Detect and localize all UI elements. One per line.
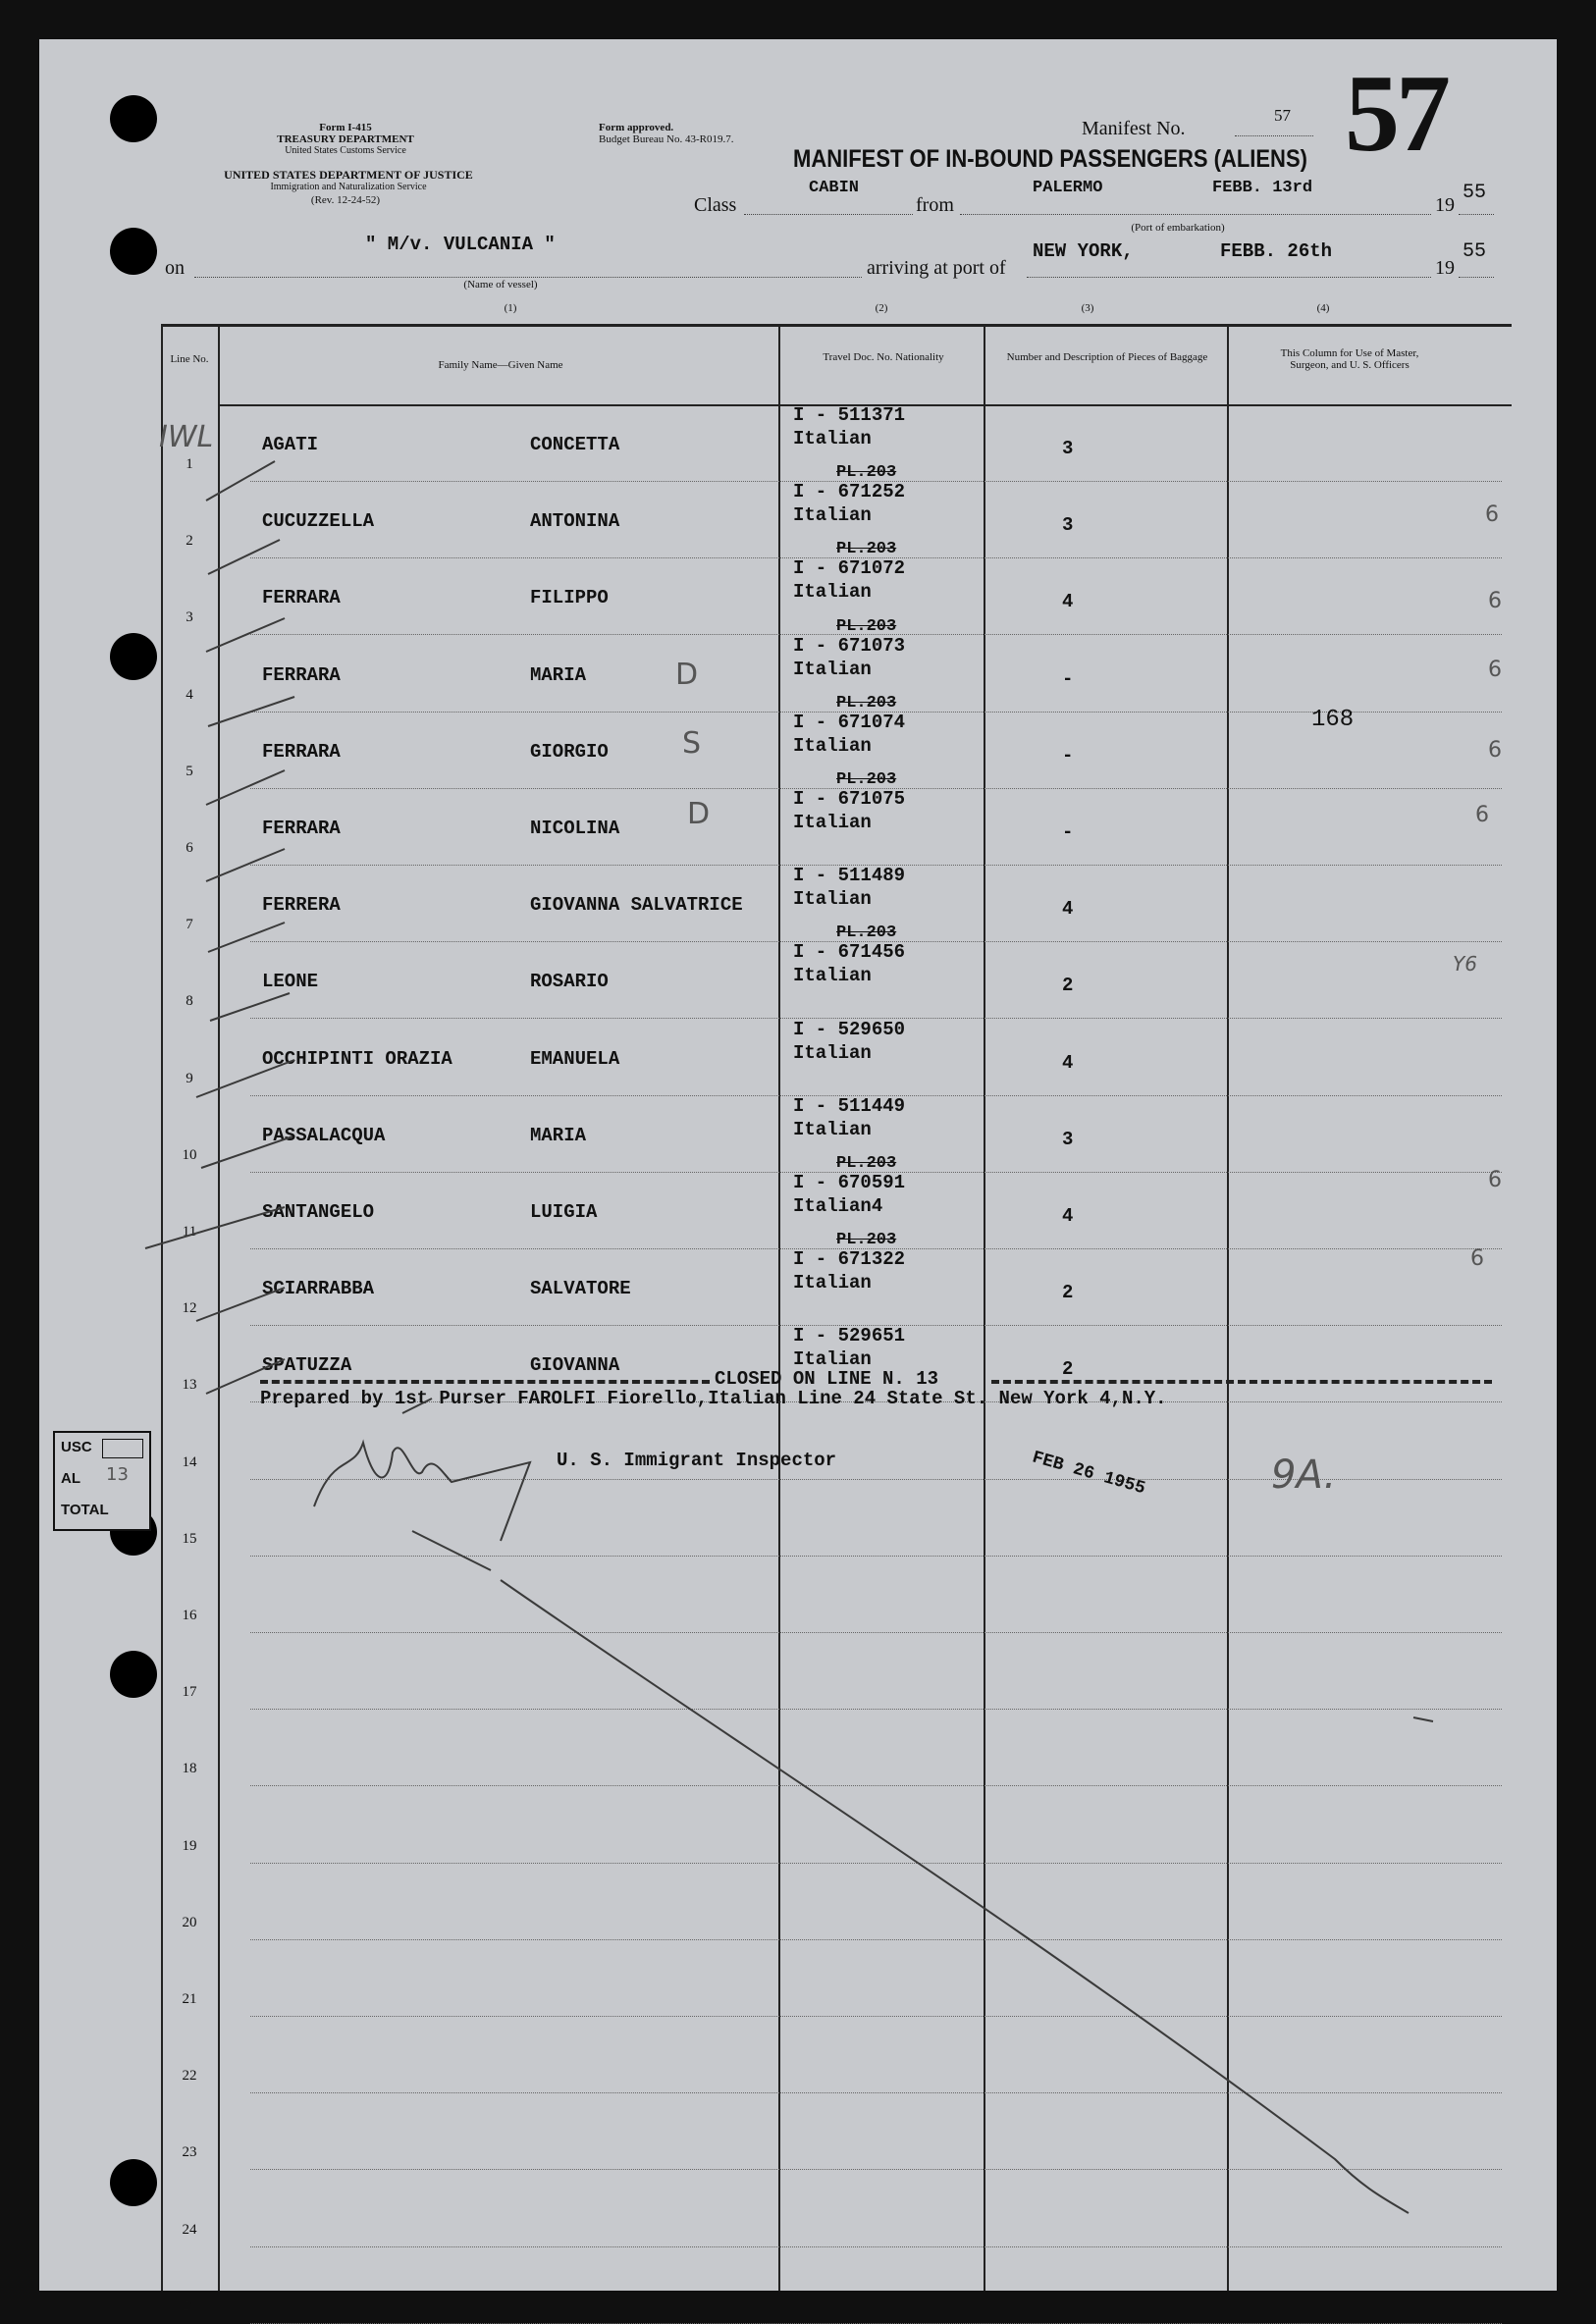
baggage-count: - <box>1062 821 1074 843</box>
side-stamp-usc: USC <box>61 1439 92 1455</box>
col-num-1: (1) <box>504 302 517 314</box>
baggage-count: 2 <box>1062 1358 1074 1381</box>
closed-on-line: CLOSED ON LINE N. 13 <box>715 1368 939 1390</box>
header-name: Family Name—Given Name <box>438 359 563 371</box>
family-name: FERRARA <box>262 587 341 609</box>
manifest-title: MANIFEST OF IN-BOUND PASSENGERS (ALIENS) <box>793 145 1307 173</box>
given-name: MARIA <box>530 663 587 686</box>
arriving-label: arriving at port of <box>867 257 1006 279</box>
family-name: SPATUZZA <box>262 1354 352 1377</box>
line-number: 18 <box>182 1761 197 1777</box>
family-name: AGATI <box>262 434 319 455</box>
arrival-year-value: 55 <box>1463 240 1487 263</box>
travel-doc-no: I - 671075 <box>793 788 906 810</box>
margin-note-d2: D <box>687 797 711 831</box>
baggage-count: 3 <box>1062 438 1074 459</box>
line-number: 3 <box>186 609 193 626</box>
line-number: 12 <box>182 1300 197 1317</box>
line-number: 21 <box>182 1991 197 2007</box>
year-value: 55 <box>1463 182 1487 204</box>
vessel-value: " M/v. VULCANIA " <box>365 234 556 255</box>
line-number: 16 <box>182 1608 197 1623</box>
officer-number: 168 <box>1311 707 1355 733</box>
family-name: FERRERA <box>262 894 341 917</box>
prepared-by: Prepared by 1st Purser FAROLFI Fiorello,Italian Line 24 State St. New York 4,N.Y. <box>260 1388 1167 1409</box>
family-name: FERRARA <box>262 740 341 763</box>
given-name: GIOVANNA SALVATRICE <box>530 894 743 917</box>
cancel-tick <box>1413 1717 1433 1721</box>
line-number: 11 <box>182 1224 197 1240</box>
line-number: 4 <box>186 686 193 703</box>
line-number: 7 <box>186 917 193 933</box>
line-number: 10 <box>182 1146 197 1163</box>
family-name: OCCHIPINTI ORAZIA <box>262 1047 452 1070</box>
line-number: 9 <box>186 1070 193 1086</box>
travel-doc-no: I - 511489 <box>793 865 906 887</box>
family-name: SCIARRABBA <box>262 1278 375 1300</box>
from-value: PALERMO <box>1033 179 1103 197</box>
given-name: EMANUELA <box>530 1047 620 1070</box>
given-name: MARIA <box>530 1124 587 1146</box>
travel-doc-no: I - 671072 <box>793 557 906 580</box>
officer-mark-6: 6 <box>1475 803 1489 827</box>
side-stamp-al: AL <box>61 1470 80 1487</box>
travel-doc-no: I - 511449 <box>793 1094 906 1117</box>
baggage-count: 4 <box>1062 1205 1074 1227</box>
line-number: 19 <box>182 1837 197 1854</box>
check-mark <box>206 770 285 805</box>
overstrike-code: PL.203 <box>836 924 897 943</box>
nationality: Italian <box>793 1348 872 1371</box>
form-approved: Form approved. <box>599 122 674 133</box>
header-line-no: Line No. <box>170 353 209 365</box>
nationality: Italian <box>793 428 872 449</box>
manifest-sheet <box>39 39 1557 2314</box>
nationality: Italian <box>793 658 872 680</box>
form-number: Form I-415 <box>319 122 372 133</box>
family-name: CUCUZZELLA <box>262 510 375 533</box>
line-number: 1 <box>186 456 193 472</box>
check-mark <box>208 923 285 952</box>
manifest-no-label: Manifest No. <box>1082 118 1186 139</box>
travel-doc-no: I - 671073 <box>793 634 906 657</box>
overstrike-code: PL.203 <box>836 616 897 636</box>
class-value: CABIN <box>809 179 860 197</box>
signature <box>402 1399 432 1413</box>
travel-doc-no: I - 671074 <box>793 711 906 733</box>
arrival-year-prefix: 19 <box>1435 257 1455 279</box>
margin-note-s: S <box>682 726 702 761</box>
officer-mark-3: 6 <box>1488 589 1502 613</box>
baggage-count: - <box>1062 744 1074 766</box>
officer-mark-2: 6 <box>1485 502 1499 527</box>
family-name: FERRARA <box>262 663 341 686</box>
port-embark-label: (Port of embarkation) <box>1131 222 1225 234</box>
treasury-dept: TREASURY DEPARTMENT <box>277 133 414 145</box>
family-name: PASSALACQUA <box>262 1124 386 1146</box>
side-stamp-al-value: 13 <box>106 1464 129 1485</box>
line-number: 24 <box>182 2221 197 2238</box>
cancel-line <box>501 1580 1409 2213</box>
signature <box>314 1443 530 1541</box>
line-number: 8 <box>186 993 193 1010</box>
check-mark <box>145 1207 285 1248</box>
line-number: 25 <box>182 2298 197 2314</box>
check-mark <box>206 618 285 652</box>
family-name: SANTANGELO <box>262 1201 375 1223</box>
immigrant-inspector: U. S. Immigrant Inspector <box>557 1450 837 1471</box>
line-number: 23 <box>182 2144 197 2161</box>
vessel-name-label: (Name of vessel) <box>463 279 538 290</box>
travel-doc-no: I - 511371 <box>793 404 906 426</box>
year-prefix: 19 <box>1435 194 1455 216</box>
officer-mark-5: 6 <box>1488 738 1502 763</box>
given-name: CONCETTA <box>530 434 620 455</box>
manifest-no-big: 57 <box>1345 53 1447 175</box>
given-name: GIORGIO <box>530 740 609 763</box>
family-name: FERRARA <box>262 818 341 839</box>
line-number: 20 <box>182 1914 197 1930</box>
family-name: LEONE <box>262 971 319 993</box>
baggage-count: 4 <box>1062 898 1074 921</box>
header-baggage: Number and Description of Pieces of Baggage <box>1006 351 1208 363</box>
nationality: Italian <box>793 504 872 527</box>
given-name: GIOVANNA <box>530 1354 620 1377</box>
nationality: Italian <box>793 1118 872 1140</box>
nationality: Italian <box>793 581 872 604</box>
travel-doc-no: I - 671322 <box>793 1248 906 1271</box>
margin-note-iwl: IWL <box>159 420 214 454</box>
budget-bureau: Budget Bureau No. 43-R019.7. <box>599 133 734 145</box>
header-travel: Travel Doc. No. Nationality <box>823 351 944 363</box>
travel-doc-no: I - 529650 <box>793 1018 906 1040</box>
check-mark <box>210 993 290 1021</box>
line-number: 22 <box>182 2068 197 2085</box>
baggage-count: 2 <box>1062 975 1074 997</box>
from-label: from <box>916 194 954 216</box>
check-mark <box>196 1060 294 1097</box>
nationality: Italian <box>793 888 872 911</box>
officer-mark-12: 6 <box>1470 1246 1484 1271</box>
ins-service: Immigration and Naturalization Service <box>270 182 427 192</box>
line-number: 2 <box>186 533 193 550</box>
travel-doc-no: I - 670591 <box>793 1172 906 1193</box>
check-mark <box>208 697 294 726</box>
justice-dept: UNITED STATES DEPARTMENT OF JUSTICE <box>224 168 473 182</box>
nationality: Italian <box>793 734 872 757</box>
arrival-port: NEW YORK, <box>1033 240 1134 262</box>
baggage-count: 3 <box>1062 514 1074 537</box>
given-name: ROSARIO <box>530 971 609 993</box>
officer-mark-4: 6 <box>1488 658 1502 682</box>
travel-doc-no: I - 671252 <box>793 481 906 503</box>
customs-service: United States Customs Service <box>285 145 406 156</box>
overstrike-code: PL.203 <box>836 770 897 789</box>
baggage-count: 3 <box>1062 1128 1074 1150</box>
embark-date: FEBB. 13rd <box>1212 179 1313 197</box>
line-number: 13 <box>182 1377 197 1394</box>
baggage-count: - <box>1062 667 1074 690</box>
pen-strokes <box>39 39 1557 2291</box>
col-num-4: (4) <box>1316 302 1330 314</box>
given-name: FILIPPO <box>530 587 609 609</box>
line-number: 5 <box>186 763 193 779</box>
baggage-count: 4 <box>1062 1051 1074 1074</box>
side-stamp-total: TOTAL <box>61 1502 109 1518</box>
given-name: NICOLINA <box>530 818 620 839</box>
check-mark <box>208 540 280 574</box>
overstrike-code: PL.203 <box>836 1231 897 1250</box>
given-name: ANTONINA <box>530 510 620 533</box>
nationality: Italian <box>793 1272 872 1294</box>
baggage-count: 2 <box>1062 1282 1074 1304</box>
overstrike-code: PL.203 <box>836 1154 897 1173</box>
overstrike-code: PL.203 <box>836 540 897 559</box>
travel-doc-no: I - 529651 <box>793 1325 906 1347</box>
check-mark <box>206 461 275 501</box>
header-officers: This Column for Use of Master, Surgeon, and U. S. Officers <box>1280 347 1419 371</box>
travel-doc-no: I - 671456 <box>793 941 906 964</box>
line-number: 6 <box>186 840 193 856</box>
margin-note-d1: D <box>675 658 699 692</box>
check-mark <box>201 1136 293 1168</box>
officer-mark-8: Y6 <box>1453 952 1477 976</box>
given-name: LUIGIA <box>530 1201 598 1223</box>
col-num-2: (2) <box>875 302 888 314</box>
revision: (Rev. 12-24-52) <box>310 194 381 206</box>
col-num-3: (3) <box>1081 302 1094 314</box>
check-mark <box>206 1359 285 1394</box>
date-stamp: FEB 26 1955 <box>1030 1448 1147 1500</box>
baggage-count: 4 <box>1062 591 1074 613</box>
arrival-date: FEBB. 26th <box>1220 240 1333 262</box>
given-name: SALVATORE <box>530 1278 631 1300</box>
on-label: on <box>165 257 185 279</box>
check-mark <box>206 849 285 881</box>
line-number: 17 <box>182 1684 197 1701</box>
nationality: Italian <box>793 965 872 987</box>
overstrike-code: PL.203 <box>836 693 897 713</box>
check-mark <box>196 1288 285 1321</box>
manifest-no-small: 57 <box>1274 106 1291 125</box>
overstrike-code: PL.203 <box>836 463 897 483</box>
line-number: 15 <box>182 1530 197 1547</box>
nationality: Italian <box>793 812 872 833</box>
nationality: Italian <box>793 1041 872 1064</box>
class-label: Class <box>694 194 737 216</box>
signature <box>412 1531 491 1570</box>
line-number: 14 <box>182 1453 197 1470</box>
officer-mark-11: 6 <box>1488 1168 1502 1192</box>
nationality: Italian4 <box>793 1195 883 1217</box>
inspector-initials: 9A. <box>1271 1452 1337 1498</box>
